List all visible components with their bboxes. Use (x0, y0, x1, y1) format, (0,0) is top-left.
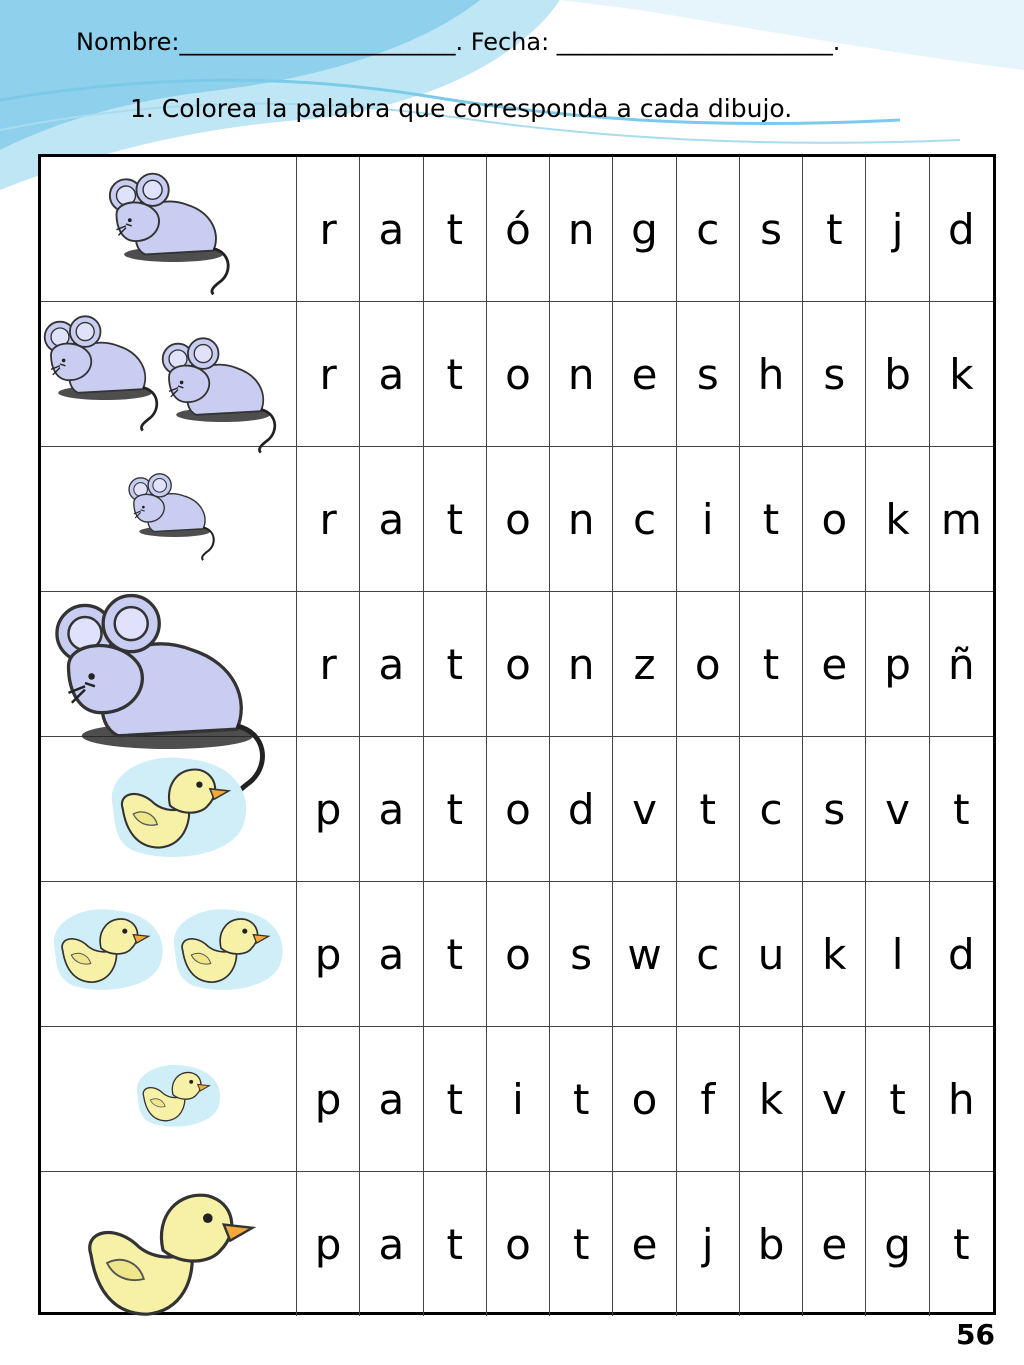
letter-cell[interactable]: t (866, 1027, 929, 1172)
letter-cell[interactable]: t (424, 1172, 487, 1316)
letter-cell[interactable]: i (487, 1027, 550, 1172)
letter-cell[interactable]: k (803, 882, 866, 1027)
letter-cell[interactable]: t (550, 1172, 613, 1316)
big-mouse-picture (41, 592, 297, 737)
letter-cell[interactable]: p (297, 882, 360, 1027)
letter-cell[interactable]: t (424, 592, 487, 737)
letter-cell[interactable]: p (297, 737, 360, 882)
letter-cell[interactable]: t (550, 1027, 613, 1172)
letter-cell[interactable]: ó (487, 157, 550, 302)
letter-cell[interactable]: s (550, 882, 613, 1027)
letter-cell[interactable]: l (866, 882, 929, 1027)
letter-cell[interactable]: n (550, 302, 613, 447)
letter-cell[interactable]: o (487, 302, 550, 447)
small-duck-picture (41, 1027, 297, 1172)
letter-cell[interactable]: t (424, 882, 487, 1027)
letter-cell[interactable]: s (740, 157, 803, 302)
letter-cell[interactable]: d (550, 737, 613, 882)
letter-cell[interactable]: r (297, 447, 360, 592)
letter-cell[interactable]: o (613, 1027, 676, 1172)
letter-cell[interactable]: v (866, 737, 929, 882)
letter-cell[interactable]: p (866, 592, 929, 737)
letter-cell[interactable]: j (866, 157, 929, 302)
letter-cell[interactable]: n (550, 157, 613, 302)
letter-cell[interactable]: t (424, 447, 487, 592)
letter-cell[interactable]: t (424, 302, 487, 447)
letter-cell[interactable]: o (803, 447, 866, 592)
two-mice-picture (41, 302, 297, 447)
letter-cell[interactable]: t (740, 592, 803, 737)
letter-cell[interactable]: t (953, 1219, 970, 1269)
instruction-text: 1. Colorea la palabra que corresponda a cada dibujo. (130, 94, 793, 123)
letter-cell[interactable]: t (424, 157, 487, 302)
letter-cell[interactable]: d (930, 157, 993, 302)
letter-cell[interactable]: c (613, 447, 676, 592)
letter-cell[interactable]: j (677, 1172, 740, 1316)
letter-cell[interactable]: a (360, 1027, 423, 1172)
letter-cell[interactable]: e (613, 1172, 676, 1316)
letter-cell[interactable]: o (677, 592, 740, 737)
letter-cell[interactable]: s (803, 737, 866, 882)
letter-cell[interactable]: e (613, 302, 676, 447)
letter-cell[interactable]: i (677, 447, 740, 592)
letter-cell[interactable]: o (487, 737, 550, 882)
letter-cell[interactable]: t (424, 737, 487, 882)
header-fields (76, 28, 840, 56)
letter-cell[interactable]: v (803, 1027, 866, 1172)
letter-cell[interactable]: t (803, 157, 866, 302)
letter-cell[interactable]: c (740, 737, 803, 882)
page-number: 56 (956, 1318, 995, 1351)
letter-cell[interactable]: a (360, 882, 423, 1027)
letter-cell[interactable]: b (866, 302, 929, 447)
letter-cell[interactable]: w (613, 882, 676, 1027)
letter-cell[interactable]: u (740, 882, 803, 1027)
letter-cell[interactable]: o (487, 882, 550, 1027)
letter-cell[interactable]: z (613, 592, 676, 737)
date-field-label[interactable]: Fecha: _______________________. (470, 28, 841, 56)
letter-cell[interactable]: k (740, 1027, 803, 1172)
letter-cell[interactable]: d (930, 882, 993, 1027)
letter-cell[interactable]: h (740, 302, 803, 447)
letter-cell[interactable]: s (803, 302, 866, 447)
letter-cell[interactable]: m (930, 447, 993, 592)
name-field-label[interactable]: Nombre:_______________________. (76, 28, 464, 56)
duck-picture (41, 737, 297, 882)
letter-cell[interactable]: g (613, 157, 676, 302)
letter-cell[interactable]: c (677, 157, 740, 302)
letter-cell[interactable]: a (360, 1172, 423, 1316)
letter-cell[interactable]: e (803, 1172, 866, 1316)
two-ducks-picture (41, 882, 297, 1027)
letter-cell[interactable]: k (866, 447, 929, 592)
letter-cell[interactable]: a (360, 157, 423, 302)
letter-cell[interactable]: b (740, 1172, 803, 1316)
letter-cell[interactable]: g (866, 1172, 929, 1316)
letter-cell[interactable]: f (677, 1027, 740, 1172)
letter-cell[interactable]: s (677, 302, 740, 447)
letter-cell[interactable]: o (487, 1172, 550, 1316)
letter-cell[interactable]: a (360, 592, 423, 737)
letter-cell[interactable]: p (297, 1172, 360, 1316)
letter-cell[interactable]: t (677, 737, 740, 882)
letter-cell[interactable]: h (930, 1027, 993, 1172)
letter-cell[interactable]: a (360, 302, 423, 447)
letter-cell[interactable]: a (360, 737, 423, 882)
letter-cell[interactable]: k (930, 302, 993, 447)
letter-cell[interactable]: o (487, 592, 550, 737)
letter-cell[interactable]: p (297, 1027, 360, 1172)
letter-cell[interactable]: e (803, 592, 866, 737)
mouse-picture (41, 157, 297, 302)
letter-cell[interactable]: c (677, 882, 740, 1027)
letter-cell[interactable]: t (424, 1027, 487, 1172)
letter-cell[interactable]: v (613, 737, 676, 882)
letter-cell[interactable]: a (360, 447, 423, 592)
big-duck-picture (41, 1172, 297, 1316)
letter-cell[interactable]: r (297, 302, 360, 447)
letter-cell[interactable]: t (740, 447, 803, 592)
word-search-grid (38, 154, 996, 1315)
letter-cell[interactable]: r (297, 157, 360, 302)
letter-cell[interactable]: o (487, 447, 550, 592)
small-mouse-picture (41, 447, 297, 592)
letter-cell[interactable]: n (550, 592, 613, 737)
letter-cell[interactable]: r (297, 592, 360, 737)
letter-cell[interactable]: ñ (930, 592, 993, 737)
letter-cell[interactable]: n (550, 447, 613, 592)
letter-cell[interactable]: t (930, 737, 993, 882)
